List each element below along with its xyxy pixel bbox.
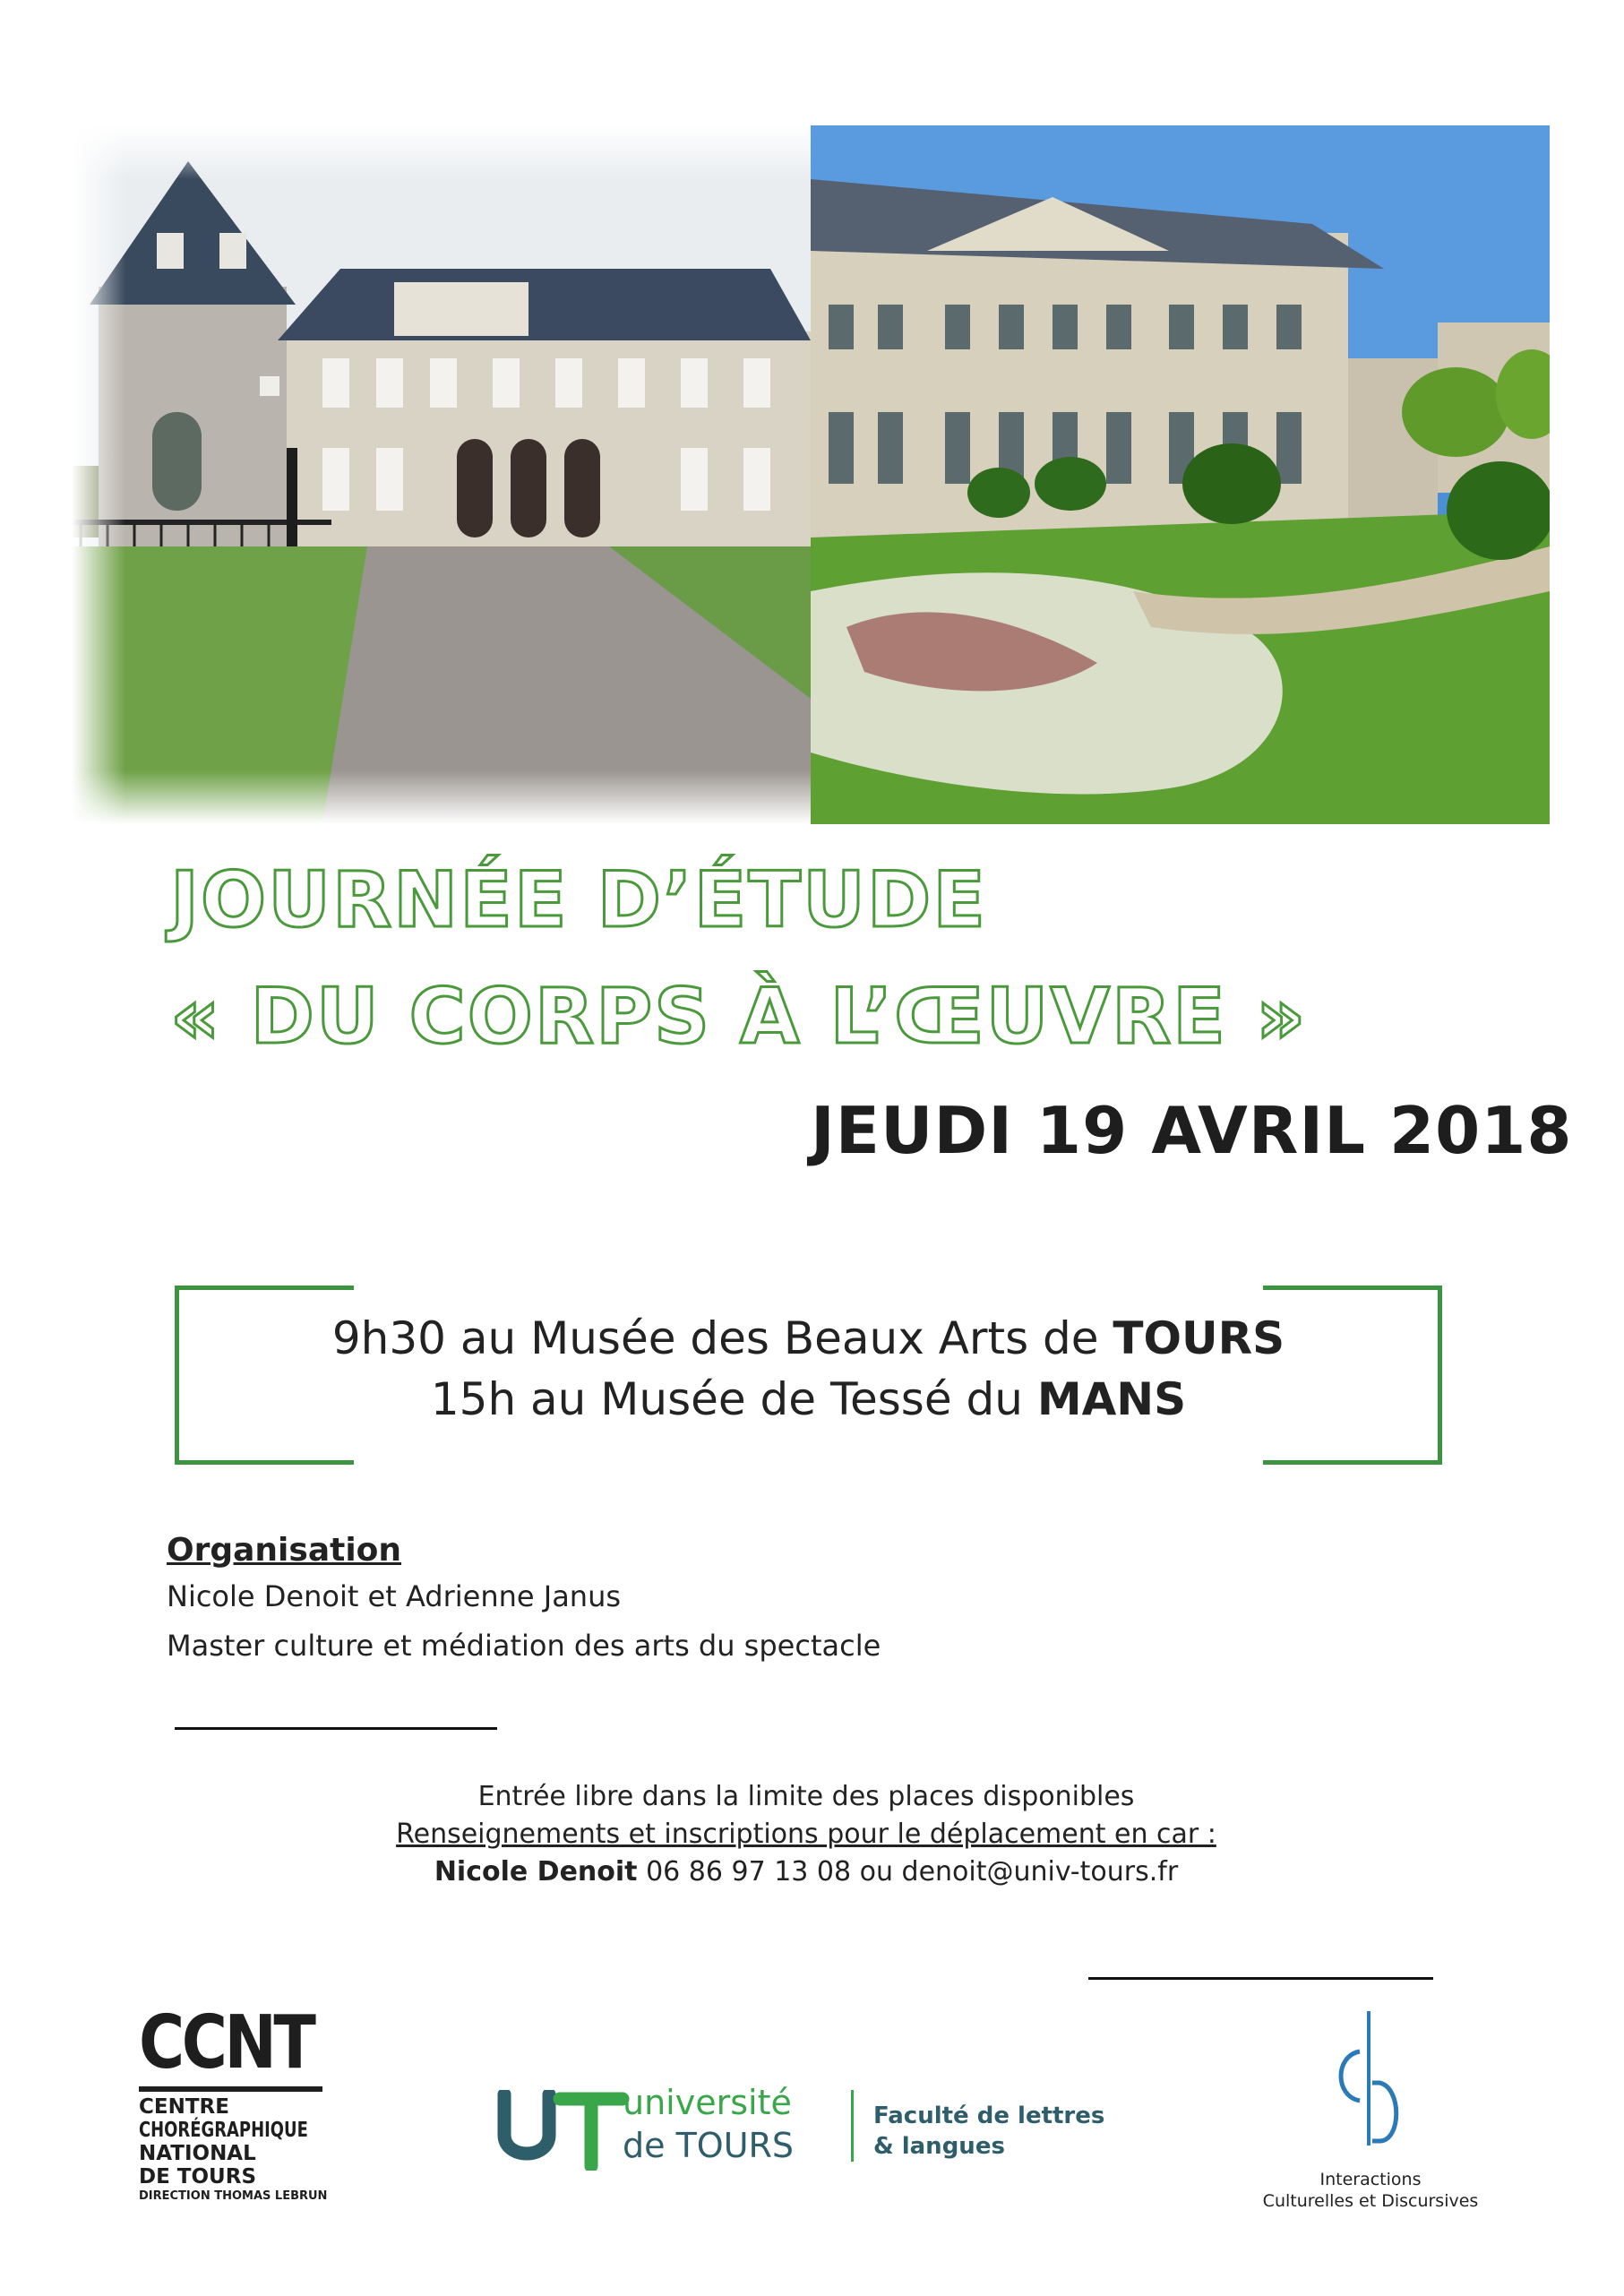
contact-details: 06 86 97 13 08 ou denoit@univ-tours.fr bbox=[637, 1856, 1179, 1888]
ccnt-acronym: CCNT bbox=[139, 2000, 314, 2085]
photo-musee-beaux-arts bbox=[811, 125, 1550, 824]
venue-tours-text: 9h30 au Musée des Beaux Arts de bbox=[331, 1312, 1113, 1364]
venue-mans-city: MANS bbox=[1036, 1373, 1187, 1425]
event-title-line-1: JOURNÉE D’ÉTUDE bbox=[170, 856, 988, 945]
ut-faculty-line-1: Faculté de lettres bbox=[873, 2103, 1105, 2129]
ccnt-line-5: DIRECTION THOMAS LEBRUN bbox=[139, 2189, 328, 2203]
organisation-names: Nicole Denoit et Adrienne Janus bbox=[167, 1579, 622, 1613]
ut-mark-icon bbox=[497, 2090, 632, 2171]
venue-mans-text: 15h au Musée de Tessé du bbox=[430, 1373, 1037, 1425]
event-title-line-2: « DU CORPS À L’ŒUVRE » bbox=[170, 972, 1308, 1062]
venue-tours bbox=[175, 1312, 1442, 1364]
universite-tours-logo bbox=[497, 2074, 1106, 2181]
icd-mark-icon bbox=[1326, 2007, 1415, 2150]
divider-rule-right bbox=[1088, 1977, 1433, 1980]
organisation-heading: Organisation bbox=[167, 1532, 402, 1569]
divider-rule bbox=[175, 1727, 497, 1730]
ccnt-bar bbox=[139, 2086, 322, 2092]
icd-logo bbox=[1250, 2007, 1491, 2275]
entry-info: Entrée libre dans la limite des places disponibles bbox=[477, 1781, 1135, 1812]
ccnt-line-4: DE TOURS bbox=[139, 2165, 257, 2189]
ut-word-universite: université bbox=[623, 2083, 792, 2122]
contact-name: Nicole Denoit bbox=[434, 1856, 638, 1888]
contact-info bbox=[269, 1856, 1344, 1888]
ccnt-logo bbox=[139, 2000, 328, 2253]
ut-word-de-tours: de TOURS bbox=[623, 2126, 795, 2165]
ut-separator bbox=[851, 2090, 857, 2162]
ccnt-line-2: CHORÉGRAPHIQUE bbox=[139, 2119, 308, 2142]
ccnt-line-3: NATIONAL bbox=[139, 2142, 256, 2165]
photo-musee-tesse bbox=[72, 125, 811, 824]
icd-line-2: Culturelles et Discursives bbox=[1262, 2191, 1479, 2211]
ccnt-line-1: CENTRE bbox=[139, 2095, 229, 2119]
event-date: JEUDI 19 AVRIL 2018 bbox=[811, 1093, 1573, 1168]
venue-tours-city: TOURS bbox=[1113, 1312, 1285, 1364]
ut-faculty-line-2: & langues bbox=[873, 2133, 1005, 2160]
venue-mans bbox=[175, 1373, 1442, 1425]
registration-info: Renseignements et inscriptions pour le déplacement en car : bbox=[396, 1819, 1216, 1850]
organisation-master: Master culture et médiation des arts du spectacle bbox=[167, 1629, 881, 1663]
icd-line-1: Interactions bbox=[1319, 2170, 1422, 2189]
